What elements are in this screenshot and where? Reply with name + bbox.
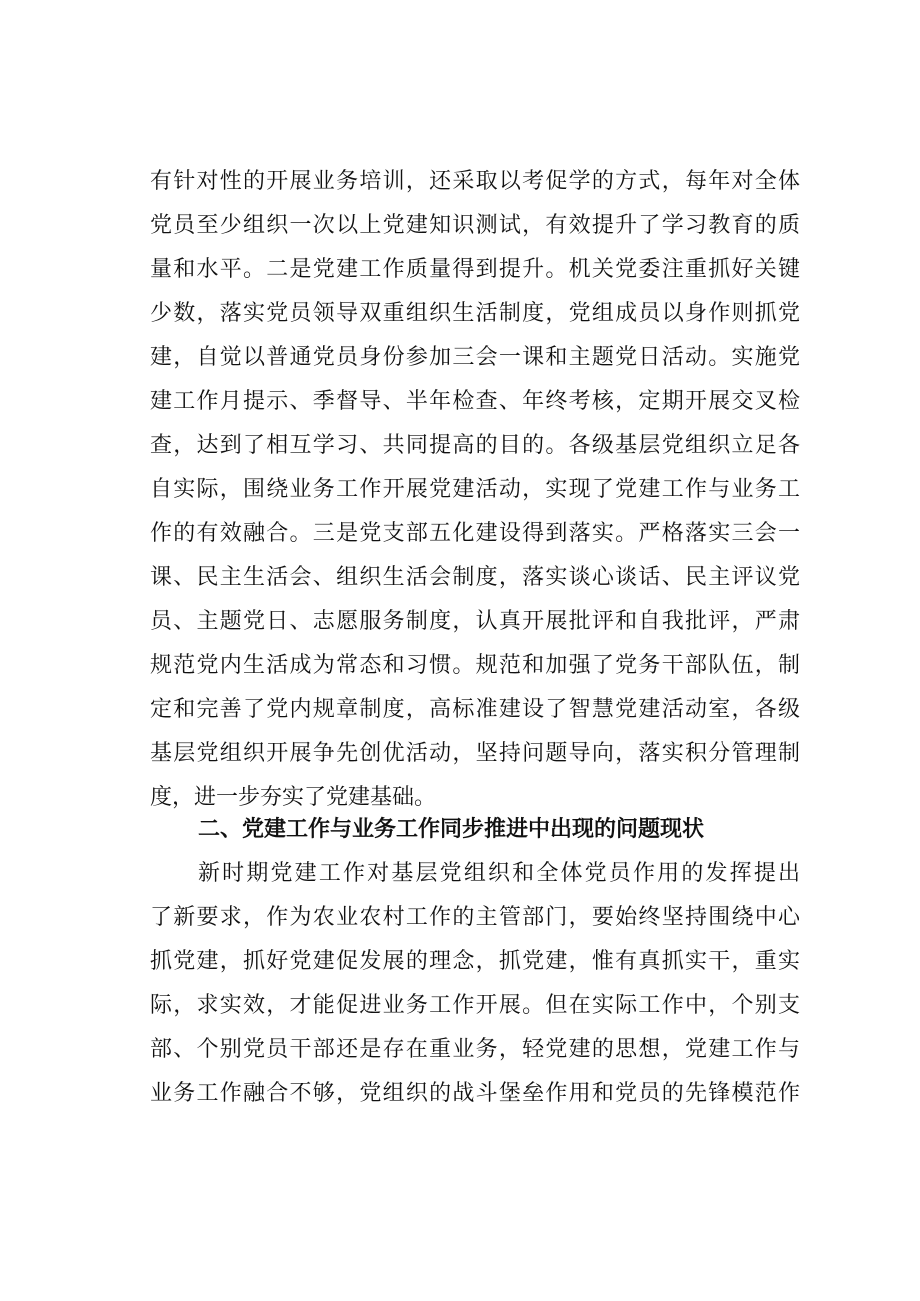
text-line: 抓党建，抓好党建促发展的理念，抓党建，惟有真抓实干，重实 [150, 949, 800, 974]
text-line: 定和完善了党内规章制度，高标准建设了智慧党建活动室，各级 [150, 697, 800, 722]
text-line: 查，达到了相互学习、共同提高的目的。各级基层党组织立足各 [150, 433, 800, 458]
text-line: 有针对性的开展业务培训，还采取以考促学的方式，每年对全体 [150, 169, 800, 194]
text-line: 了新要求，作为农业农村工作的主管部门，要始终坚持围绕中心 [150, 905, 800, 930]
text-line: 新时期党建工作对基层党组织和全体党员作用的发挥提出 [198, 861, 800, 886]
text-line: 课、民主生活会、组织生活会制度，落实谈心谈话、民主评议党 [150, 565, 800, 590]
text-line: 党员至少组织一次以上党建知识测试，有效提升了学习教育的质 [150, 213, 800, 238]
text-line: 部、个别党员干部还是存在重业务，轻党建的思想，党建工作与 [150, 1037, 800, 1062]
text-line: 基层党组织开展争先创优活动，坚持问题导向，落实积分管理制 [150, 741, 800, 766]
section-heading: 二、党建工作与业务工作同步推进中出现的问题现状 [198, 817, 705, 842]
text-line: 际，求实效，才能促进业务工作开展。但在实际工作中，个别支 [150, 993, 800, 1018]
text-line: 建工作月提示、季督导、半年检查、年终考核，定期开展交叉检 [150, 389, 800, 414]
text-line: 员、主题党日、志愿服务制度，认真开展批评和自我批评，严肃 [150, 609, 800, 634]
text-line: 作的有效融合。三是党支部五化建设得到落实。严格落实三会一 [150, 521, 800, 546]
text-line: 量和水平。二是党建工作质量得到提升。机关党委注重抓好关键 [150, 257, 800, 282]
text-line: 少数，落实党员领导双重组织生活制度，党组成员以身作则抓党 [150, 301, 800, 326]
text-line: 业务工作融合不够，党组织的战斗堡垒作用和党员的先锋模范作 [150, 1081, 800, 1106]
text-line: 建，自觉以普通党员身份参加三会一课和主题党日活动。实施党 [150, 345, 800, 370]
text-line: 度，进一步夯实了党建基础。 [150, 785, 437, 810]
text-line: 规范党内生活成为常态和习惯。规范和加强了党务干部队伍，制 [150, 653, 800, 678]
text-line: 自实际，围绕业务工作开展党建活动，实现了党建工作与业务工 [150, 477, 800, 502]
